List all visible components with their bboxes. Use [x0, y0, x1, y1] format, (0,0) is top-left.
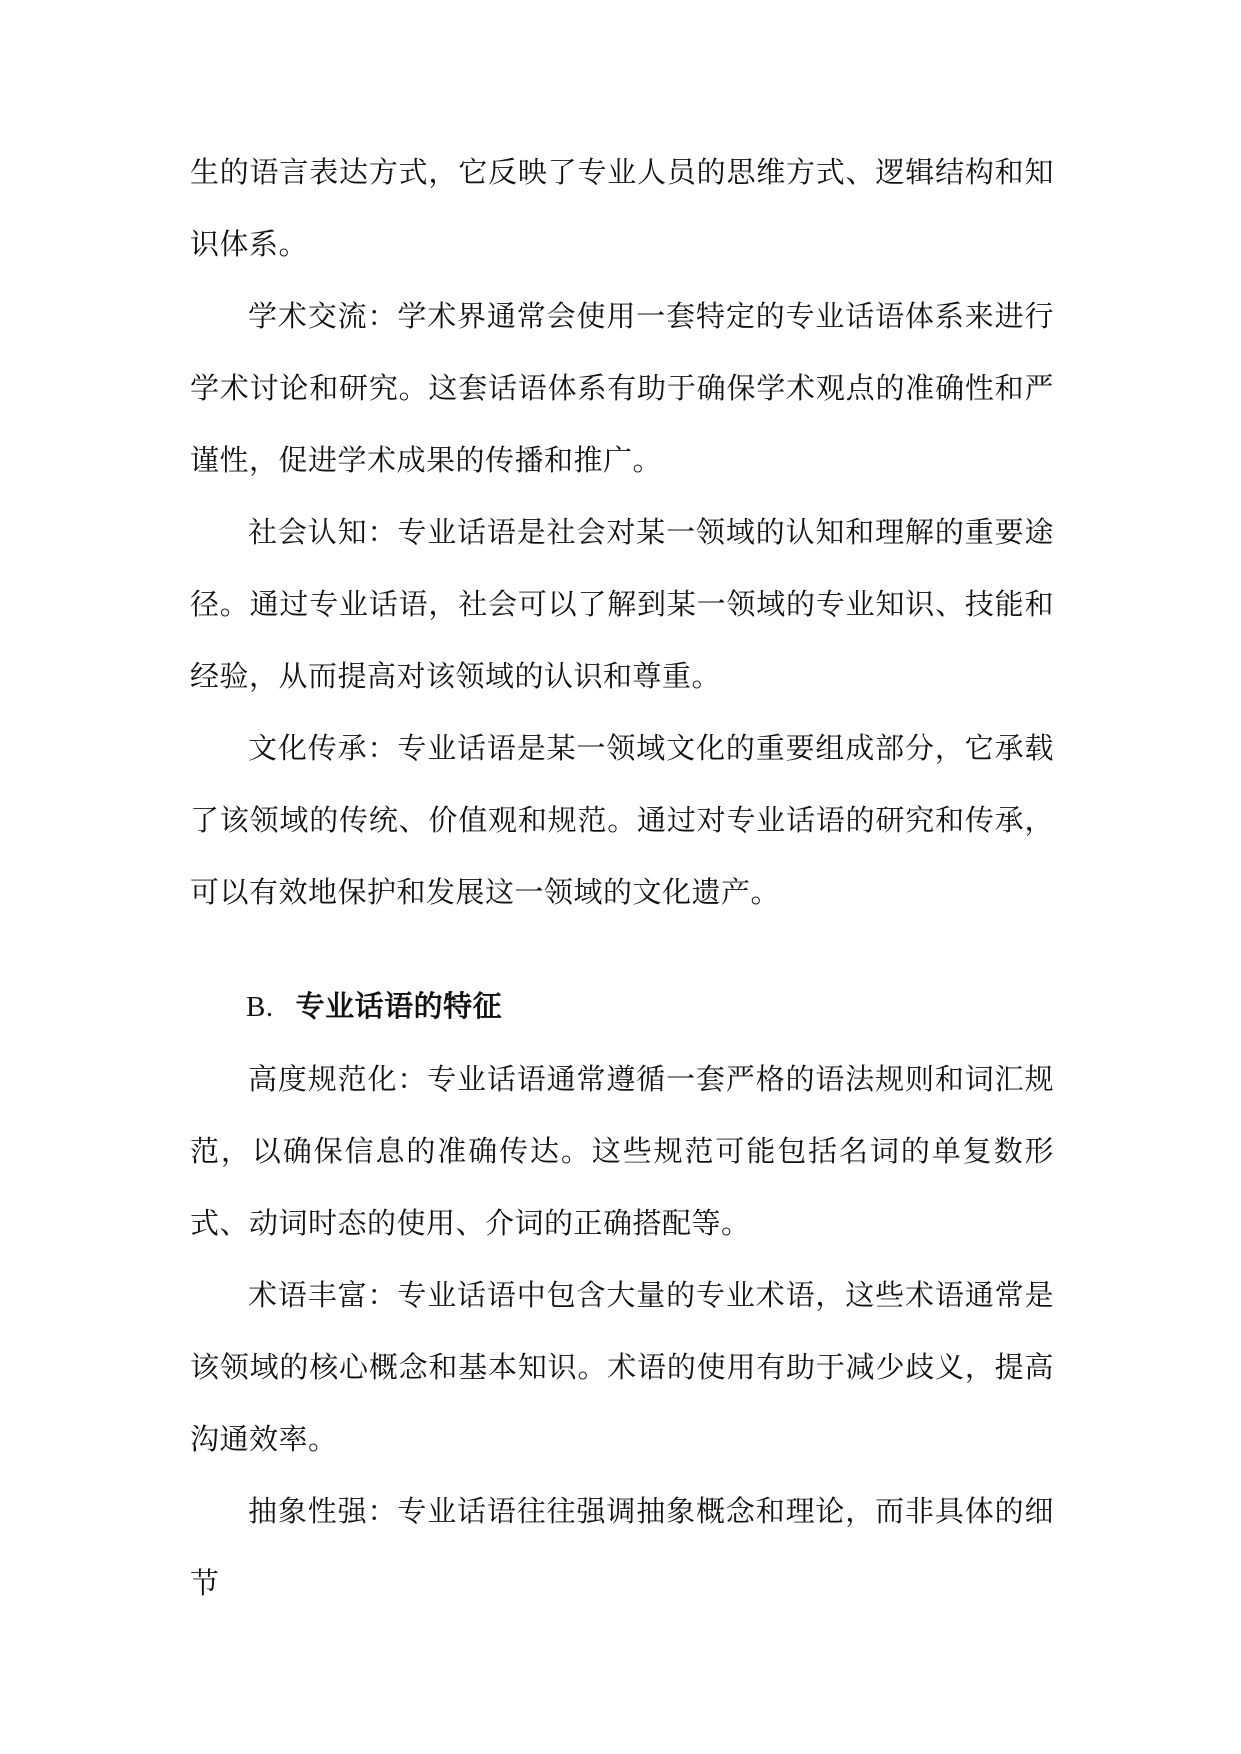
document-page — [190, 136, 1054, 1619]
section-marker: B. — [246, 991, 274, 1023]
paragraph-cultural-heritage: 文化传承：专业话语是某一领域文化的重要组成部分，它承载了该领域的传统、价值观和规范。通过对专业话语的研究和传承，可以有效地保护和发展这一领域的文化遗产。 — [190, 731, 1054, 909]
paragraph-continuation: 生的语言表达方式，它反映了专业人员的思维方式、逻辑结构和知识体系。 — [190, 155, 1054, 261]
section-heading — [190, 970, 1054, 1043]
section-title: 专业话语的特征 — [295, 989, 503, 1023]
paragraph-terminology: 术语丰富：专业话语中包含大量的专业术语，这些术语通常是该领域的核心概念和基本知识。术语的使用有助于减少歧义，提高沟通效率。 — [190, 1278, 1054, 1456]
paragraph-social-cognition: 社会认知：专业话语是社会对某一领域的认知和理解的重要途径。通过专业话语，社会可以了解到某一领域的专业知识、技能和经验，从而提高对该领域的认识和尊重。 — [190, 515, 1054, 693]
paragraph-academic-exchange: 学术交流：学术界通常会使用一套特定的专业话语体系来进行学术讨论和研究。这套话语体系有助于确保学术观点的准确性和严谨性，促进学术成果的传播和推广。 — [190, 299, 1054, 477]
paragraph-abstraction: 抽象性强：专业话语往往强调抽象概念和理论，而非具体的细节 — [190, 1494, 1054, 1600]
paragraph-standardization: 高度规范化：专业话语通常遵循一套严格的语法规则和词汇规范，以确保信息的准确传达。这些规范可能包括名词的单复数形式、动词时态的使用、介词的正确搭配等。 — [190, 1062, 1054, 1240]
